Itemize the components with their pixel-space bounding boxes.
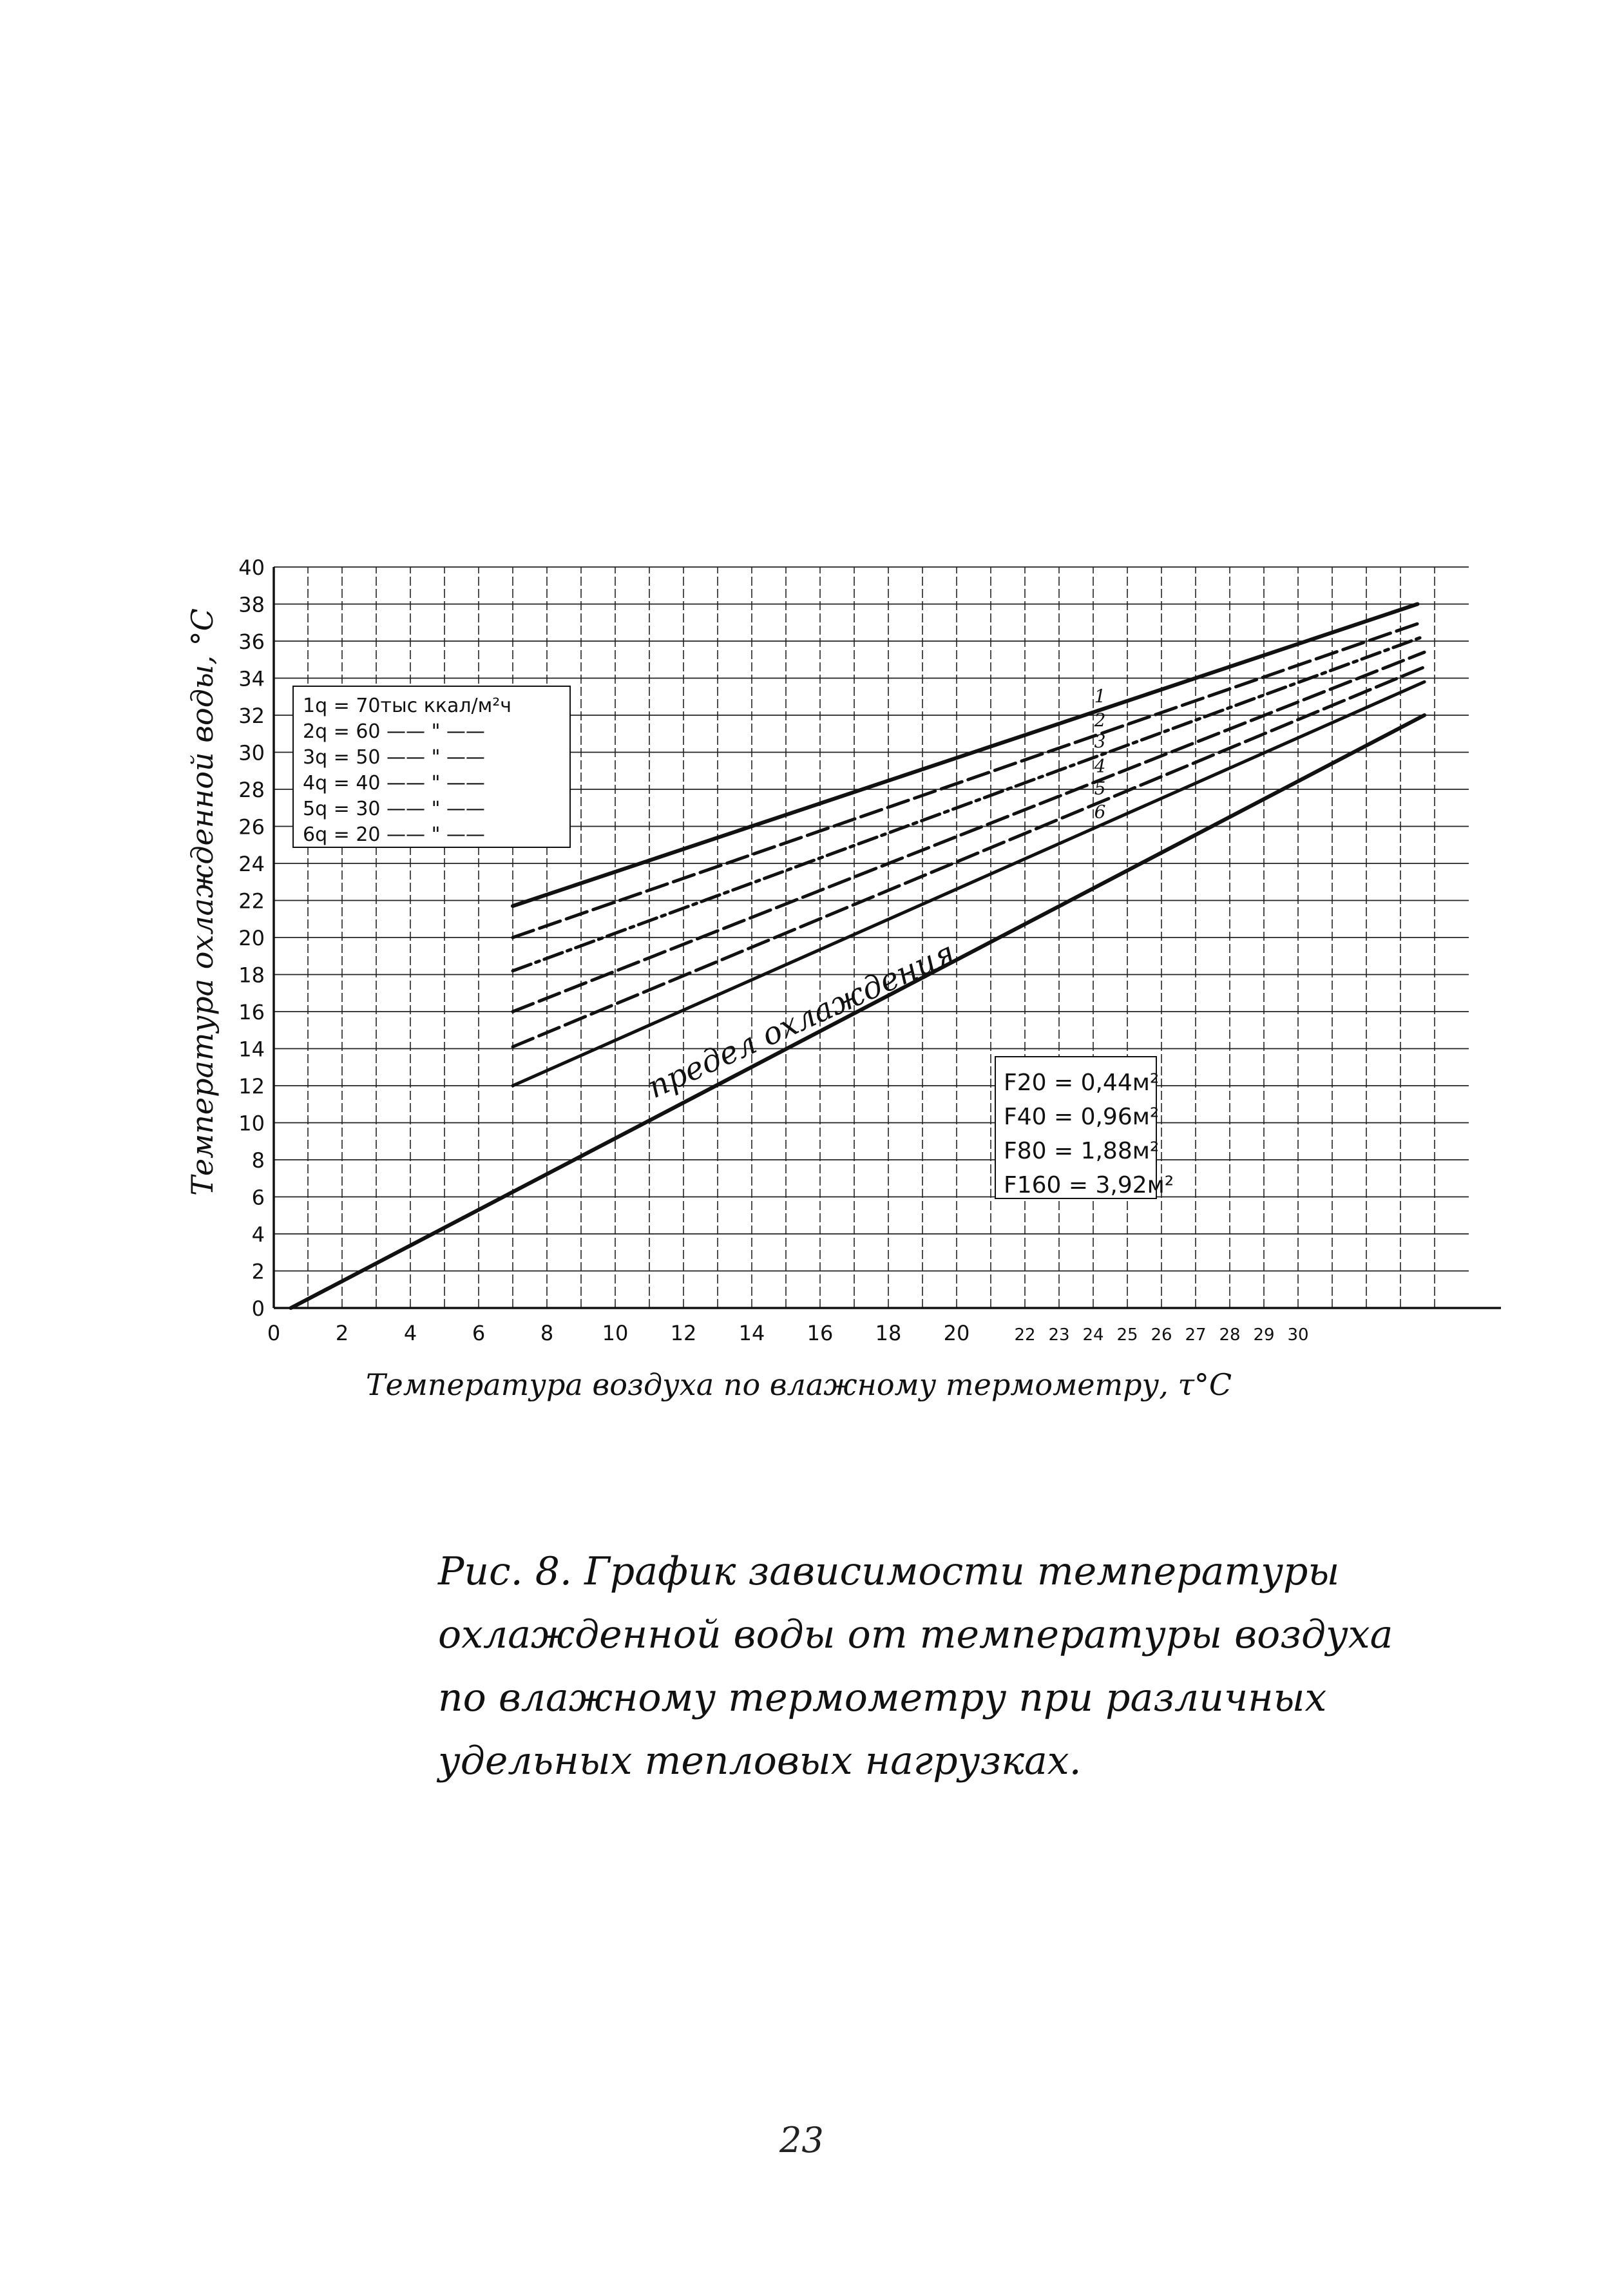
x-tick-label: 23 [1048,1325,1070,1345]
y-tick-label: 12 [238,1074,265,1099]
x-tick-label: 16 [807,1321,834,1345]
y-tick-label: 24 [238,852,265,876]
x-tick-label: 26 [1151,1325,1172,1345]
series-label: 3 [1094,731,1106,753]
y-tick-label: 6 [251,1185,265,1210]
legend-f-item: F40 = 0,96м² [1004,1104,1160,1130]
y-tick-label: 38 [238,592,265,617]
x-axis-label: Температура воздуха по влажному термометру, τ°C [365,1367,1232,1402]
legend-q-item: 4q = 40 —— " —— [303,772,485,794]
series-label: 2 [1094,709,1106,731]
x-tick-label: 27 [1185,1325,1207,1345]
x-tick-label: 20 [943,1321,970,1345]
x-tick-label: 22 [1014,1325,1036,1345]
x-tick-label: 10 [602,1321,629,1345]
legend-q-item: 1q = 70тыс ккал/м²ч [303,695,511,717]
y-tick-label: 32 [238,704,265,728]
cooling-limit-annotation: предел охлаждения [642,934,960,1106]
series-line [513,604,1418,907]
y-tick-label: 30 [238,740,265,765]
legend-f-item: F20 = 0,44м² [1004,1070,1160,1096]
y-tick-label: 20 [238,926,265,950]
x-tick-label: 28 [1219,1325,1241,1345]
y-tick-label: 8 [251,1148,265,1173]
y-tick-label: 0 [251,1296,265,1321]
x-tick-label: 8 [540,1321,554,1345]
legend-q-box [293,686,570,847]
chart-grid [274,567,1469,1308]
caption-line: удельных тепловых нагрузках. [438,1738,1082,1784]
y-tick-label: 18 [238,963,265,988]
caption-line: Рис. 8. График зависимости температуры [438,1549,1340,1594]
x-tick-label: 2 [335,1321,349,1345]
legend-f-item: F160 = 3,92м² [1004,1172,1174,1198]
x-tick-label: 18 [875,1321,902,1345]
y-tick-label: 28 [238,778,265,802]
x-tick-label: 14 [738,1321,765,1345]
caption-line: охлажденной воды от температуры воздуха [438,1612,1393,1657]
y-tick-label: 2 [251,1259,265,1284]
x-tick-label: 29 [1253,1325,1275,1345]
series-label: 6 [1094,801,1106,823]
y-tick-label: 10 [238,1111,265,1136]
x-tick-label: 25 [1116,1325,1138,1345]
legend-q-item: 2q = 60 —— " —— [303,720,485,743]
y-tick-label: 22 [238,889,265,914]
figure-caption [438,1540,1495,1793]
legend-q-item: 5q = 30 —— " —— [303,798,485,820]
legend-f-box [995,1057,1174,1198]
x-tick-label: 6 [472,1321,486,1345]
x-tick-label: 4 [403,1321,417,1345]
page-number: 23 [779,2120,824,2160]
chart-ticks [238,555,1308,1345]
x-tick-label: 24 [1082,1325,1104,1345]
x-tick-label: 30 [1287,1325,1309,1345]
y-tick-label: 36 [238,630,265,654]
y-tick-label: 16 [238,1000,265,1024]
y-tick-label: 14 [238,1037,265,1062]
x-tick-label: 12 [670,1321,697,1345]
caption-line: по влажному термометру при различных [438,1675,1327,1720]
legend-q-item: 6q = 20 —— " —— [303,823,485,846]
legend-f-item: F80 = 1,88м² [1004,1138,1160,1164]
x-tick-label: 0 [267,1321,281,1345]
legend-q-item: 3q = 50 —— " —— [303,746,485,769]
y-tick-label: 40 [238,555,265,580]
y-axis-label: Температура охлажденной воды, °C [185,608,220,1196]
series-label: 1 [1094,685,1106,707]
y-tick-label: 26 [238,814,265,840]
y-tick-label: 34 [238,666,265,691]
y-tick-label: 4 [251,1222,265,1247]
series-label: 4 [1094,755,1106,777]
series-label: 5 [1094,777,1106,799]
